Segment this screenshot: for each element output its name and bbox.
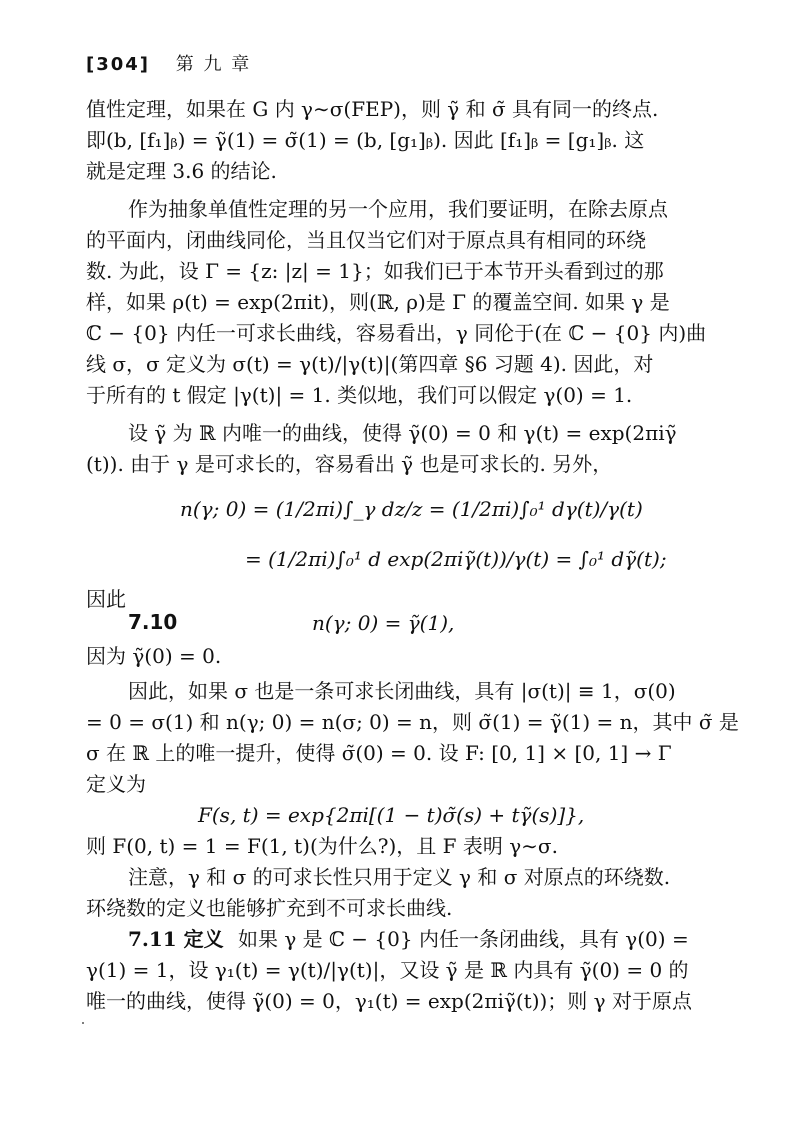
text-line-6: 数. 为此，设 Γ = {z: |z| = 1}；如我们已于本节开头看到过的那 xyxy=(86,259,664,283)
text-line-18: 注意，γ 和 σ 的可求长性只用于定义 γ 和 σ 对原点的环绕数. xyxy=(128,865,671,889)
text-line-11: 设 γ̃ 为 ℝ 内唯一的曲线，使得 γ̃(0) = 0 和 γ(t) = exp(2πiγ̃ xyxy=(128,421,677,445)
text-line-19: 环绕数的定义也能够扩充到不可求长曲线. xyxy=(86,896,453,920)
text-line-17: 则 F(0, t) = 1 = F(1, t)(为什么?)，且 F 表明 γ∼σ. xyxy=(86,834,558,858)
scan-mark xyxy=(82,1022,84,1024)
text-line-22: 唯一的曲线，使得 γ̃(0) = 0，γ₁(t) = exp(2πiγ̃(t))；则 γ 对于原点 xyxy=(86,989,692,1013)
text-line-therefore: 因此 xyxy=(86,587,126,611)
text-line-16: 定义为 xyxy=(86,772,146,796)
equation-number-7-10: 7.10 xyxy=(128,610,178,634)
definition-heading-7-11: 7.11 定义 xyxy=(128,927,224,951)
equation-7-10: n(γ; 0) = γ̃(1), xyxy=(312,611,455,635)
chapter-title: 第 九 章 xyxy=(175,54,252,75)
text-line-20: 如果 γ 是 ℂ − {0} 内任一条闭曲线，具有 γ(0) = xyxy=(238,927,689,951)
text-line-9: 线 σ，σ 定义为 σ(t) = γ(t)/|γ(t)|(第四章 §6 习题 4). 因此，对 xyxy=(86,352,654,376)
text-line-4: 作为抽象单值性定理的另一个应用，我们要证明，在除去原点 xyxy=(128,197,668,221)
text-line-7: 样，如果 ρ(t) = exp(2πit)，则(ℝ, ρ)是 Γ 的覆盖空间. 如果 γ 是 xyxy=(86,290,670,314)
text-line-21: γ(1) = 1，设 γ₁(t) = γ(t)/|γ(t)|，又设 γ̃ 是 ℝ 内具有 γ̃(0) = 0 的 xyxy=(86,958,689,982)
text-line-because: 因为 γ̃(0) = 0. xyxy=(86,644,222,668)
text-line-13: 因此，如果 σ 也是一条可求长闭曲线，具有 |σ(t)| ≡ 1，σ(0) xyxy=(128,679,676,703)
text-line-1: 值性定理，如果在 G 内 γ∼σ(FEP)，则 γ̃ 和 σ̃ 具有同一的终点. xyxy=(86,97,659,121)
equation-winding-1: n(γ; 0) = (1/2πi)∫_γ dz/z = (1/2πi)∫₀¹ dγ(t)/γ(t) xyxy=(180,497,643,521)
text-line-14: = 0 = σ(1) 和 n(γ; 0) = n(σ; 0) = n，则 σ̃(1) = γ̃(1) = n，其中 σ̃ 是 xyxy=(86,710,739,734)
text-line-3: 就是定理 3.6 的结论. xyxy=(86,159,277,183)
equation-homotopy: F(s, t) = exp{2πi[(1 − t)σ̃(s) + tγ̃(s)]}, xyxy=(198,803,585,827)
page-header xyxy=(86,52,686,78)
text-line-2: 即(b, [f₁]ᵦ) = γ̃(1) = σ̃(1) = (b, [g₁]ᵦ). 因此 [f₁]ᵦ = [g₁]ᵦ. 这 xyxy=(86,128,645,152)
text-line-8: ℂ − {0} 内任一可求长曲线，容易看出，γ 同伦于(在 ℂ − {0} 内)曲 xyxy=(86,321,707,345)
text-line-12: (t)). 由于 γ 是可求长的，容易看出 γ̃ 也是可求长的. 另外， xyxy=(86,452,613,476)
equation-winding-2: = (1/2πi)∫₀¹ d exp(2πiγ̃(t))/γ(t) = ∫₀¹ dγ̃(t); xyxy=(245,547,667,571)
text-line-10: 于所有的 t 假定 |γ(t)| = 1. 类似地，我们可以假定 γ(0) = 1. xyxy=(86,383,633,407)
text-line-5: 的平面内，闭曲线同伦，当且仅当它们对于原点具有相同的环绕 xyxy=(86,228,646,252)
text-line-15: σ 在 ℝ 上的唯一提升，使得 σ̃(0) = 0. 设 F: [0, 1] × [0, 1] → Γ xyxy=(86,741,672,765)
page-number: [304] xyxy=(86,54,151,75)
